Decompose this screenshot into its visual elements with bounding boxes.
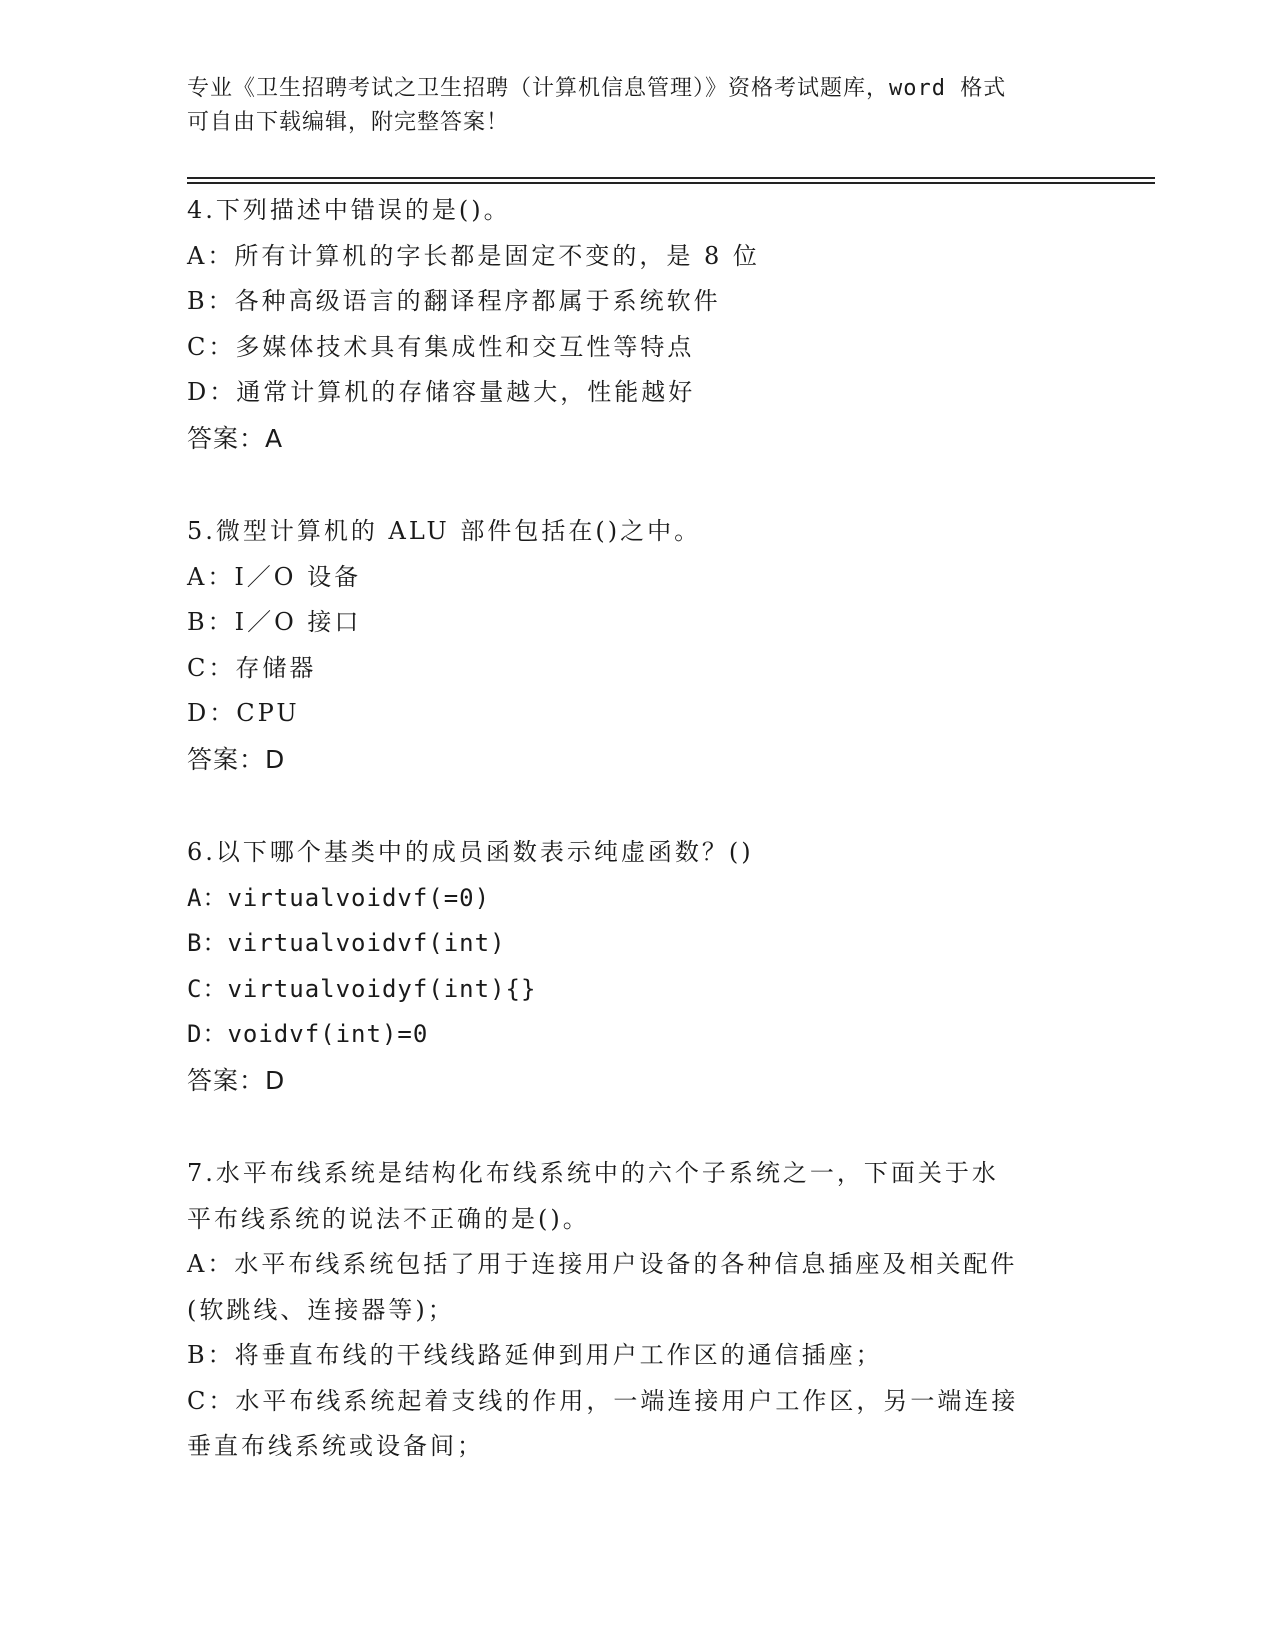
option-a: A：所有计算机的字长都是固定不变的，是 8 位 xyxy=(187,241,760,270)
option-b: B：virtualvoidvf(int) xyxy=(187,929,506,957)
option-a: A：virtualvoidvf(=0) xyxy=(187,883,491,912)
answer-label: 答案： xyxy=(187,423,266,453)
answer-value: D xyxy=(265,744,286,774)
option-a-line-2: (软跳线、连接器等)； xyxy=(187,1295,455,1324)
question-7 xyxy=(187,1151,1087,1470)
question-stem: 5.微型计算机的 ALU 部件包括在()之中。 xyxy=(187,517,702,545)
header-line-2: 可自由下载编辑，附完整答案！ xyxy=(187,110,510,135)
option-d: D：voidvf(int)=0 xyxy=(187,1020,429,1048)
option-c: C：virtualvoidyf(int){} xyxy=(187,974,537,1003)
option-c: C：多媒体技术具有集成性和交互性等特点 xyxy=(187,332,695,361)
question-gap xyxy=(187,782,1087,830)
document-header xyxy=(187,72,1087,140)
question-stem-line-2: 平布线系统的说法不正确的是()。 xyxy=(187,1204,590,1233)
option-b: B：将垂直布线的干线线路延伸到用户工作区的通信插座； xyxy=(187,1341,883,1369)
option-b: B：I／O 接口 xyxy=(187,608,362,636)
question-stem: 6.以下哪个基类中的成员函数表示纯虚函数？() xyxy=(187,838,754,866)
option-a: A：I／O 设备 xyxy=(187,562,362,591)
answer-line xyxy=(187,1058,1087,1104)
option-c-line-1: C：水平布线系统起着支线的作用，一端连接用户工作区，另一端连接 xyxy=(187,1386,1019,1415)
header-rule-bottom xyxy=(187,182,1155,184)
answer-line xyxy=(187,737,1087,783)
question-5 xyxy=(187,509,1087,782)
answer-line xyxy=(187,416,1087,462)
question-stem: 4.下列描述中错误的是()。 xyxy=(187,196,511,224)
question-gap xyxy=(187,461,1087,509)
question-list xyxy=(187,188,1087,1470)
question-stem-line-1: 7.水平布线系统是结构化布线系统中的六个子系统之一，下面关于水 xyxy=(187,1159,999,1187)
option-d: D：CPU xyxy=(187,699,300,727)
option-c-line-2: 垂直布线系统或设备间； xyxy=(187,1432,484,1460)
option-a-line-1: A：水平布线系统包括了用于连接用户设备的各种信息插座及相关配件 xyxy=(187,1250,1018,1278)
answer-label: 答案： xyxy=(187,744,266,774)
header-line-1: 专业《卫生招聘考试之卫生招聘（计算机信息管理）》资格考试题库，word 格式 xyxy=(187,76,1007,101)
option-c: C：存储器 xyxy=(187,653,317,682)
answer-value: D xyxy=(265,1065,286,1095)
question-4 xyxy=(187,188,1087,461)
answer-value: A xyxy=(265,423,284,453)
header-rule-top xyxy=(187,177,1155,179)
option-b: B：各种高级语言的翻译程序都属于系统软件 xyxy=(187,287,721,315)
question-gap xyxy=(187,1103,1087,1151)
question-6 xyxy=(187,830,1087,1103)
option-d: D：通常计算机的存储容量越大，性能越好 xyxy=(187,378,696,406)
answer-label: 答案： xyxy=(187,1065,266,1095)
